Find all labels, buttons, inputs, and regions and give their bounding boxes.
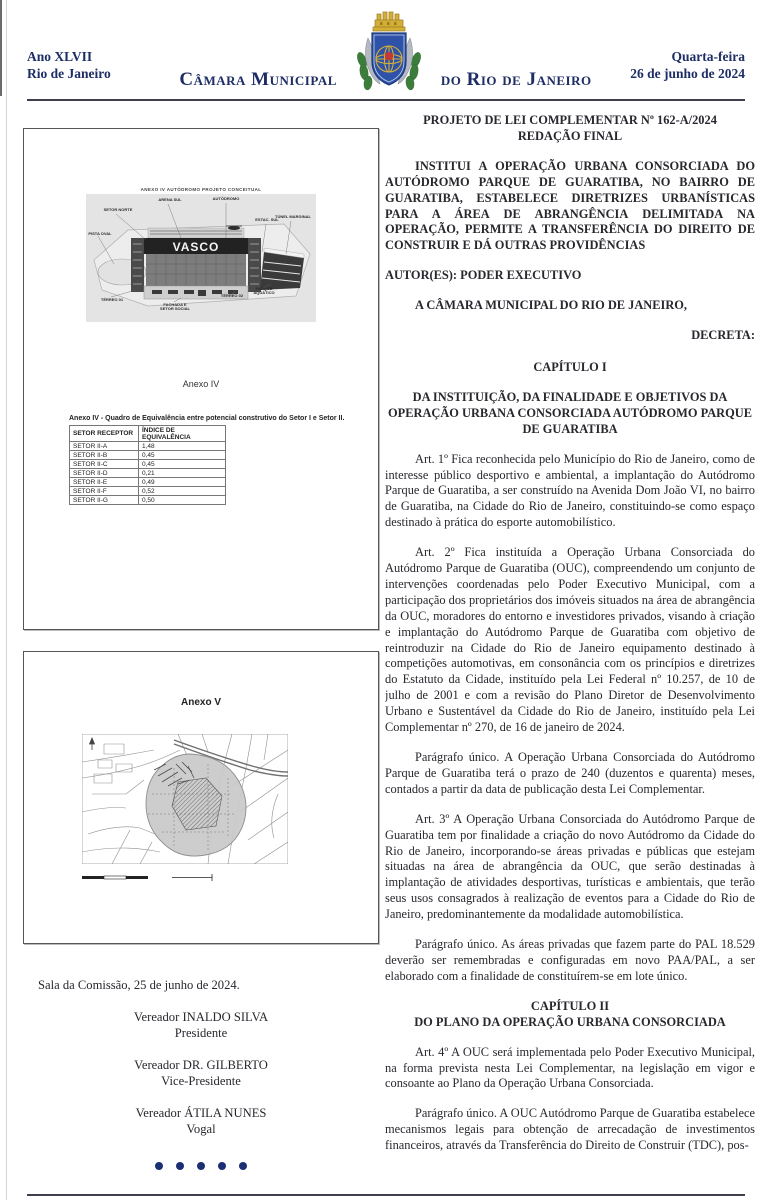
doc-block: CAPÍTULO I <box>533 359 607 374</box>
annex4-figure <box>86 194 316 327</box>
separator-dot <box>197 1162 205 1170</box>
signature-block <box>23 1009 379 1041</box>
table-header-cell: ÍNDICE DE EQUIVALÊNCIA <box>139 426 226 442</box>
table-cell: 1,48 <box>139 442 226 451</box>
table-cell: SETOR II-D <box>70 469 139 478</box>
table-cell: SETOR II-F <box>70 487 139 496</box>
figure-callout-label: ESTAC. SUL <box>255 217 279 222</box>
signature-block <box>23 1057 379 1089</box>
separator-dot <box>176 1162 184 1170</box>
org-name-right: do Rio de Janeiro <box>440 68 592 90</box>
table-row <box>70 478 226 487</box>
table-body <box>70 442 226 505</box>
map-scale-bar <box>82 872 232 882</box>
annex4-table-caption: Anexo IV - Quadro de Equivalência entre potencial construtivo do Setor I e Setor II. <box>69 415 345 422</box>
separator-dot <box>155 1162 163 1170</box>
header-rule <box>27 99 745 101</box>
table-cell: 0,49 <box>139 478 226 487</box>
table-cell: 0,52 <box>139 487 226 496</box>
masthead-year: Ano XLVII <box>27 49 93 64</box>
signature-role: Vogal <box>186 1122 216 1136</box>
annex5-box <box>23 651 379 944</box>
doc-block: DA INSTITUIÇÃO, DA FINALIDADE E OBJETIVOS DA OPERAÇÃO URBANA CONSORCIADA AUTÓDROMO PARQUE DE GUARATIBA <box>388 389 752 436</box>
signature-block <box>23 1105 379 1137</box>
doc-block: DO PLANO DA OPERAÇÃO URBANA CONSORCIADA <box>414 1014 726 1029</box>
doc-block: Parágrafo único. A OUC Autódromo Parque de Guaratiba estabelece mecanismos legais para obtenção de arrecadação de investimentos financeiros, através da Transferência do Direito de Construir (TDC), pos- <box>385 1106 755 1153</box>
scan-artifact-line <box>6 0 7 1200</box>
doc-block: Art. 2º Fica instituída a Operação Urbana Consorciada do Autódromo Parque de Guaratiba (OUC), compreendendo um conjunto de intervenções coordenadas pelo Poder Executivo Municipal, com a participação dos proprietários dos imóveis situados na área de abrangência da OUC, moradores do entorno e investidores privados, visando à criação e implantação do Autódromo Parque de Guaratiba com objetivo de reintroduzir na Cidade do Rio de Janeiro equipamento destinado à competições automotivas, em consonância com os princípios e diretrizes do Estatuto da Cidade, instituído pela Lei Federal nº 10.257, de 10 de julho de 2001 e com a revisão do Plano Diretor de Desenvolvimento Urbano e Sustentável da Cidade do Rio de Janeiro, instituído pela Lei Complementar nº 270, de 16 de janeiro de 2024. <box>385 545 755 735</box>
figure-callout-label: SETOR NORTE <box>103 207 133 212</box>
figure-callout-label: FACHADA E SETOR SOCIAL <box>160 302 190 311</box>
figure-callout-label: AUTÓDROMO <box>212 196 240 201</box>
doc-block: Parágrafo único. As áreas privadas que fazem parte do PAL 18.529 deverão ser remembradas e configuradas em novo PAA/PAL, a ser elaborado com a finalidade de constituírem-se em lote único. <box>385 937 755 983</box>
table-cell: SETOR II-E <box>70 478 139 487</box>
doc-block: PROJETO DE LEI COMPLEMENTAR Nº 162-A/2024 <box>423 113 717 127</box>
org-name-left: Câmara Municipal <box>179 68 337 90</box>
table-header-cell: SETOR RECEPTOR <box>70 426 139 442</box>
masthead-city: Rio de Janeiro <box>27 66 111 81</box>
table-row <box>70 451 226 460</box>
table-row <box>70 469 226 478</box>
annex5-map <box>82 734 288 869</box>
annex4-figure-title: ANEXO IV AUTÓDROMO PROJETO CONCEITUAL <box>140 187 262 192</box>
figure-callout-label: TÉRREO 02 <box>220 293 244 298</box>
table-row <box>70 487 226 496</box>
table-cell: SETOR II-G <box>70 496 139 505</box>
doc-block: Parágrafo único. A Operação Urbana Consorciada do Autódromo Parque de Guaratiba terá o prazo de 240 (duzentos e quarenta) meses, contados a partir da data de publicação desta Lei Complementar. <box>385 750 755 796</box>
masthead-weekday: Quarta-feira <box>671 49 745 64</box>
footer-rule <box>27 1194 745 1196</box>
figure-callout-label: PARQUE AQUÁTICO <box>253 286 275 295</box>
doc-block: CAPÍTULO II <box>530 998 610 1013</box>
separator-dot <box>239 1162 247 1170</box>
signature-role: Vice-Presidente <box>161 1074 241 1088</box>
bullet-separator <box>23 1157 379 1175</box>
masthead-date: 26 de junho de 2024 <box>630 66 745 81</box>
signatures <box>23 1009 379 1137</box>
table-cell: SETOR II-B <box>70 451 139 460</box>
doc-block: Art. 4º A OUC será implementada pelo Poder Executivo Municipal, na forma prevista nesta Lei Complementar, na legislação em vigor e consoante ao Plano da Operação Urbana Consorciada. <box>385 1044 755 1091</box>
table-cell: 0,50 <box>139 496 226 505</box>
table-header-row <box>70 426 226 442</box>
doc-block: INSTITUI A OPERAÇÃO URBANA CONSORCIADA DO AUTÓDROMO PARQUE DE GUARATIBA, NO BAIRRO DE GUARATIBA, ESTABELECE DIRETRIZES URBANÍSTICAS PARA A ÁREA DE ABRANGÊNCIA DELIMITADA NA OPERAÇÃO, PERMITE A TRANSFERÊNCIA DO DIREITO DE CONSTRUIR E DÁ OUTRAS PROVIDÊNCIAS <box>385 158 755 253</box>
table-cell: 0,45 <box>139 451 226 460</box>
table-cell: SETOR II-C <box>70 460 139 469</box>
doc-block: AUTOR(ES): PODER EXECUTIVO <box>385 268 582 283</box>
svg-text:VASCO: VASCO <box>172 240 220 254</box>
signature-name: Vereador INALDO SILVA <box>133 1010 269 1024</box>
figure-callout-label: TÚNEL MARGINAL <box>275 214 311 219</box>
annex4-box <box>23 128 379 630</box>
annex5-caption: Anexo V <box>180 697 221 708</box>
commission-date-line: Sala da Comissão, 25 de junho de 2024. <box>38 978 240 992</box>
doc-block: A CÂMARA MUNICIPAL DO RIO DE JANEIRO, <box>415 298 688 313</box>
table-row <box>70 442 226 451</box>
table-cell: SETOR II-A <box>70 442 139 451</box>
left-column <box>23 115 379 1175</box>
law-text <box>385 113 755 1191</box>
table-cell: 0,21 <box>139 469 226 478</box>
masthead-right <box>630 48 745 82</box>
signature-name: Vereador DR. GILBERTO <box>134 1058 268 1072</box>
separator-dot <box>218 1162 226 1170</box>
signature-role: Presidente <box>174 1026 228 1040</box>
table-row <box>70 460 226 469</box>
figure-callout-label: PISTA OVAL <box>88 231 112 236</box>
table-cell: 0,45 <box>139 460 226 469</box>
table-row <box>70 496 226 505</box>
rio-coat-of-arms-icon <box>351 10 427 107</box>
figure-callout-label: ARENA SUL <box>158 197 182 202</box>
annex4-caption: Anexo IV <box>182 379 220 389</box>
equivalence-table <box>69 425 226 505</box>
doc-block: DECRETA: <box>691 328 755 343</box>
signature-name: Vereador ÁTILA NUNES <box>135 1106 267 1120</box>
doc-block: Art. 1º Fica reconhecida pelo Município do Rio de Janeiro, como de interesse público desportivo e ambiental, a implantação do Autódromo Parque de Guaratiba, a ser construído na Avenida Dom João VI, no bairro de Guaratiba, na Cidade do Rio de Janeiro, constituindo-se como espaço destinado à prática do esporte automobilístico. <box>385 451 755 530</box>
doc-block: REDAÇÃO FINAL <box>517 128 623 143</box>
doc-block: Art. 3º A Operação Urbana Consorciada do Autódromo Parque de Guaratiba tem por finalidade a criação do novo Autódromo da Cidade do Rio de Janeiro, incorporando-se áreas privadas e públicas que estejam situadas na área de abrangência da OUC, que serão destinadas à implantação de atividades desportivas, turísticas e ambientais, que terão seus usos consagrados à realização de eventos para a Cidade do Rio de Janeiro, predominantemente da modalidade automobilística. <box>385 811 755 922</box>
figure-callout-label: TÉRREO 01 <box>100 297 124 302</box>
